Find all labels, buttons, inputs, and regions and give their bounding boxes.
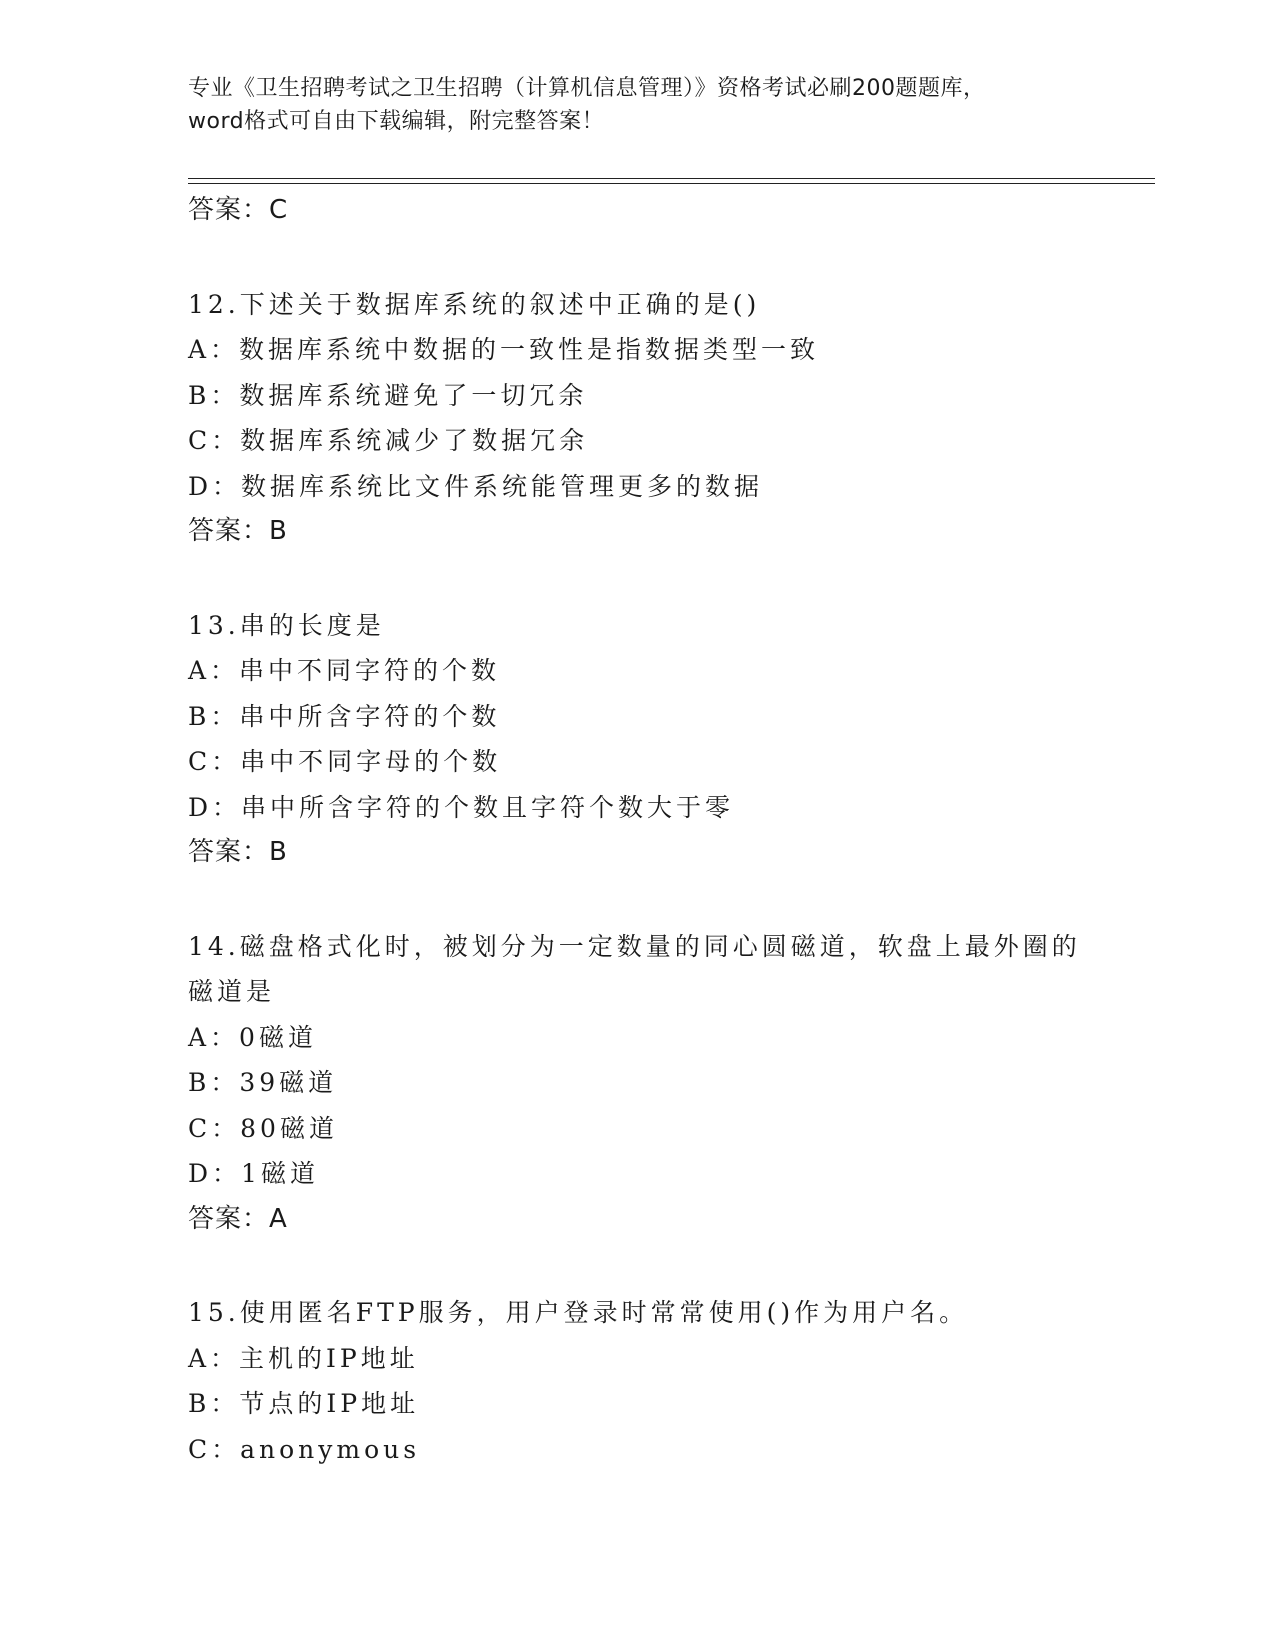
option-c: C：串中不同字母的个数: [188, 747, 502, 776]
option-c: C：数据库系统减少了数据冗余: [188, 426, 589, 455]
header-line-2: word格式可自由下载编辑，附完整答案！: [188, 109, 605, 134]
question-block: [188, 1290, 1088, 1472]
option-c: C：anonymous: [188, 1434, 421, 1464]
question-stem-line-2: 磁道是: [188, 977, 276, 1006]
answer-label: 答案：B: [188, 837, 288, 867]
header-line-1: 专业《卫生招聘考试之卫生招聘（计算机信息管理）》资格考试必刷200题题库，: [188, 76, 986, 101]
header-divider-top: [188, 178, 1155, 179]
option-b: B：串中所含字符的个数: [188, 701, 501, 731]
question-block: [188, 282, 1088, 555]
option-b: B：数据库系统避免了一切冗余: [188, 380, 588, 410]
answer-label: 答案：A: [188, 1203, 288, 1234]
question-stem-line-1: 14.磁盘格式化时，被划分为一定数量的同心圆磁道，软盘上最外圈的: [188, 931, 1081, 961]
answer-label: 答案：C: [188, 195, 289, 225]
answer-label: 答案：B: [188, 516, 288, 546]
option-c: C：80磁道: [188, 1113, 338, 1143]
option-d: D：数据库系统比文件系统能管理更多的数据: [188, 471, 764, 501]
question-stem: 12.下述关于数据库系统的叙述中正确的是(): [188, 289, 761, 319]
option-a: A：主机的IP地址: [188, 1343, 419, 1373]
option-a: A：数据库系统中数据的一致性是指数据类型一致: [188, 335, 820, 364]
spacer: [188, 876, 1088, 924]
question-block: [188, 924, 1088, 1243]
question-stem: 15.使用匿名FTP服务，用户登录时常常使用()作为用户名。: [188, 1298, 969, 1327]
option-b: B：39磁道: [188, 1068, 338, 1097]
header-divider-bottom: [188, 183, 1155, 184]
option-a: A：0磁道: [188, 1022, 317, 1052]
option-d: D：串中所含字符的个数且字符个数大于零: [188, 792, 735, 822]
spacer: [188, 234, 1088, 282]
document-header: [188, 72, 1088, 138]
question-block: [188, 603, 1088, 876]
option-b: B：节点的IP地址: [188, 1389, 420, 1418]
option-d: D：1磁道: [188, 1159, 319, 1188]
spacer: [188, 1242, 1088, 1290]
question-content: [188, 188, 1088, 1472]
question-stem: 13.串的长度是: [188, 610, 385, 640]
spacer: [188, 555, 1088, 603]
option-a: A：串中不同字符的个数: [188, 656, 501, 685]
